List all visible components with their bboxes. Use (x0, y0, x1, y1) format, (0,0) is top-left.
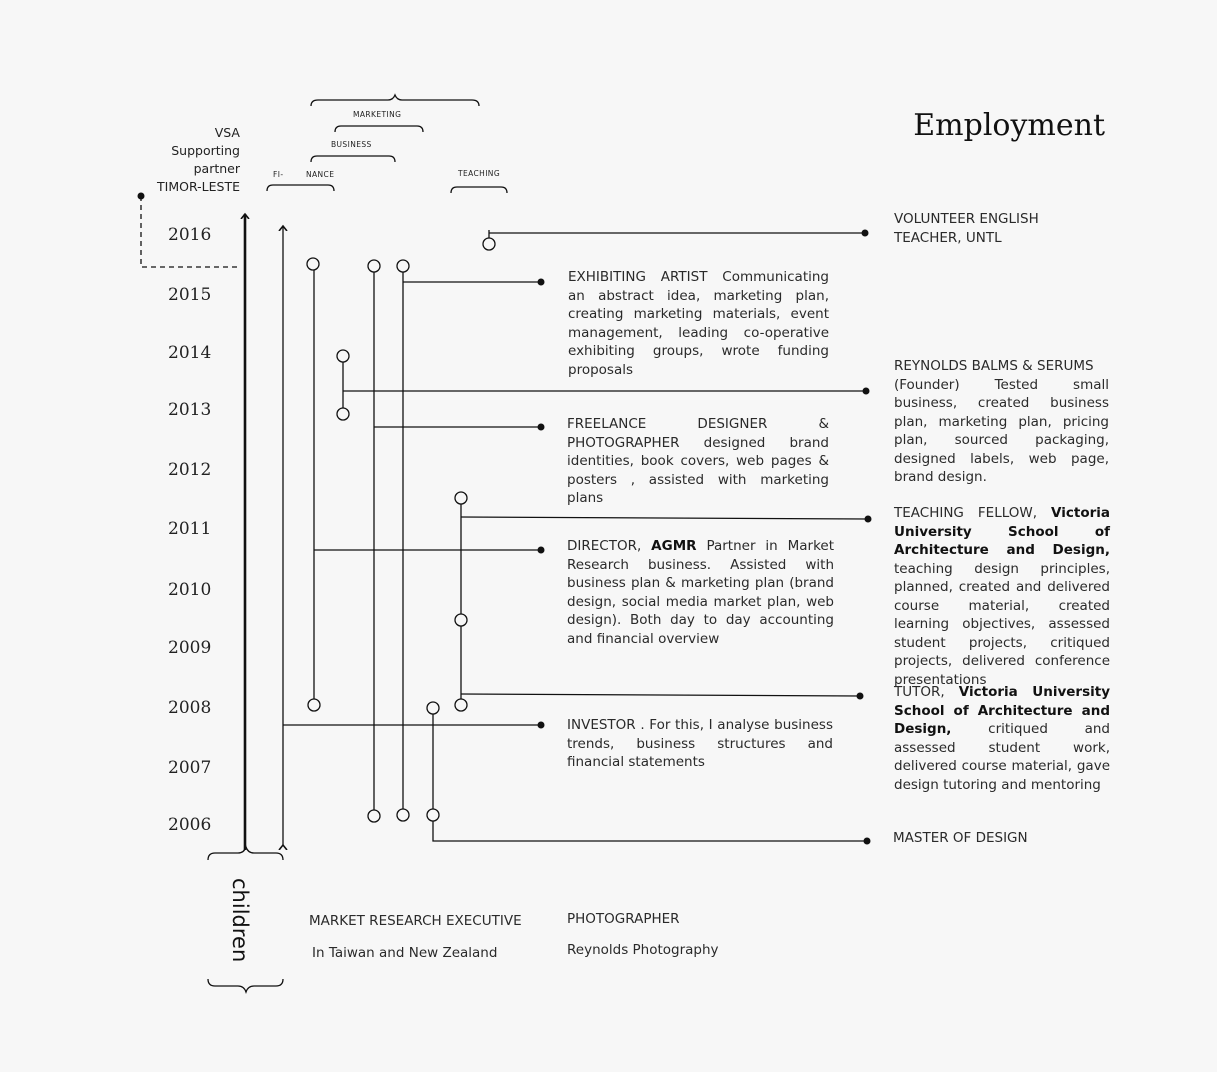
node (455, 492, 467, 504)
entry-master: MASTER OF DESIGN (893, 830, 1028, 846)
node (427, 809, 439, 821)
end-dot (857, 693, 864, 700)
year-label: 2007 (168, 758, 212, 778)
node (368, 810, 380, 822)
node (427, 702, 439, 714)
year-label: 2014 (168, 343, 212, 363)
earlier-role-photographer-subtitle: Reynolds Photography (567, 942, 719, 958)
year-label: 2008 (168, 698, 212, 718)
teaching-brace (451, 187, 507, 193)
finance-brace (267, 185, 334, 191)
children-label: children (228, 878, 252, 963)
end-dot (863, 388, 870, 395)
end-dot (538, 279, 545, 286)
year-label: 2011 (168, 519, 212, 539)
end-dot (864, 838, 871, 845)
entry-tutor: TUTOR, Victoria University School of Architecture and Design, critiqued and assessed student work, delivered course material, gave design tutoring and mentoring (894, 684, 1110, 793)
entry-teaching-fellow: TEACHING FELLOW, Victoria University School of Architecture and Design, teaching design principles, planned, created and delivered course material, created learning objectives, assessed student projects, critiqued projects, delivered conference presentations (894, 505, 1111, 688)
children-brace-bottom (208, 979, 283, 992)
marketing-label: MARKETING (353, 110, 402, 119)
connector-tutor (461, 694, 860, 696)
finance-label-part1: FI- (273, 170, 284, 179)
end-dot (862, 230, 869, 237)
year-label: 2015 (168, 285, 212, 305)
teaching-label: TEACHING (458, 169, 501, 178)
entry-reynolds: REYNOLDS BALMS & SERUMS (Founder) Tested small business, created business plan, marketing plan, pricing plan, sourced packaging, designed labels, web page, brand design. (894, 358, 1109, 485)
children-brace-top (208, 847, 283, 860)
finance-label-part2: NANCE (306, 170, 335, 179)
node (308, 699, 320, 711)
entry-volunteer: VOLUNTEER ENGLISH TEACHER, UNTL (894, 211, 1039, 246)
node (397, 260, 409, 272)
entry-investor: INVESTOR . For this, I analyse business trends, business structures and financial statements (567, 717, 833, 770)
year-label: 2009 (168, 638, 212, 658)
node (337, 350, 349, 362)
node (397, 809, 409, 821)
earlier-role-mre-title: MARKET RESEARCH EXECUTIVE (309, 913, 522, 929)
node (483, 238, 495, 250)
connector-master (433, 815, 867, 841)
node (307, 258, 319, 270)
end-dot (865, 516, 872, 523)
page-title: Employment (913, 108, 1105, 143)
node (455, 699, 467, 711)
entry-director: DIRECTOR, AGMR Partner in Market Research business. Assisted with business plan & marketing plan (brand design, social media market plan, web design). Both day to day accounting and financial overview (567, 538, 835, 647)
node (337, 408, 349, 420)
marketing-brace (335, 126, 423, 132)
entry-freelance: FREELANCE DESIGNER & PHOTOGRAPHER designed brand identities, book covers, web pages & posters , assisted with marketing plans (567, 416, 829, 506)
year-label: 2013 (168, 400, 212, 420)
connector-teaching-fellow (461, 517, 868, 519)
earlier-role-photographer-title: PHOTOGRAPHER (567, 911, 680, 927)
year-label: 2016 (168, 225, 212, 245)
business-brace (311, 156, 395, 162)
year-label: 2010 (168, 580, 212, 600)
node (455, 614, 467, 626)
marketing-group-brace (311, 95, 479, 106)
earlier-role-mre-subtitle: In Taiwan and New Zealand (312, 945, 498, 961)
business-label: BUSINESS (331, 140, 372, 149)
year-label: 2012 (168, 460, 212, 480)
end-dot (538, 547, 545, 554)
vsa-label: VSA Supporting partner TIMOR-LESTE (157, 125, 240, 194)
node (368, 260, 380, 272)
end-dot (538, 424, 545, 431)
year-label: 2006 (168, 815, 212, 835)
entry-exhibiting: EXHIBITING ARTIST Communicating an abstract idea, marketing plan, creating marketing materials, event management, leading co-operative exhibiting groups, wrote funding proposals (568, 269, 829, 378)
end-dot (538, 722, 545, 729)
